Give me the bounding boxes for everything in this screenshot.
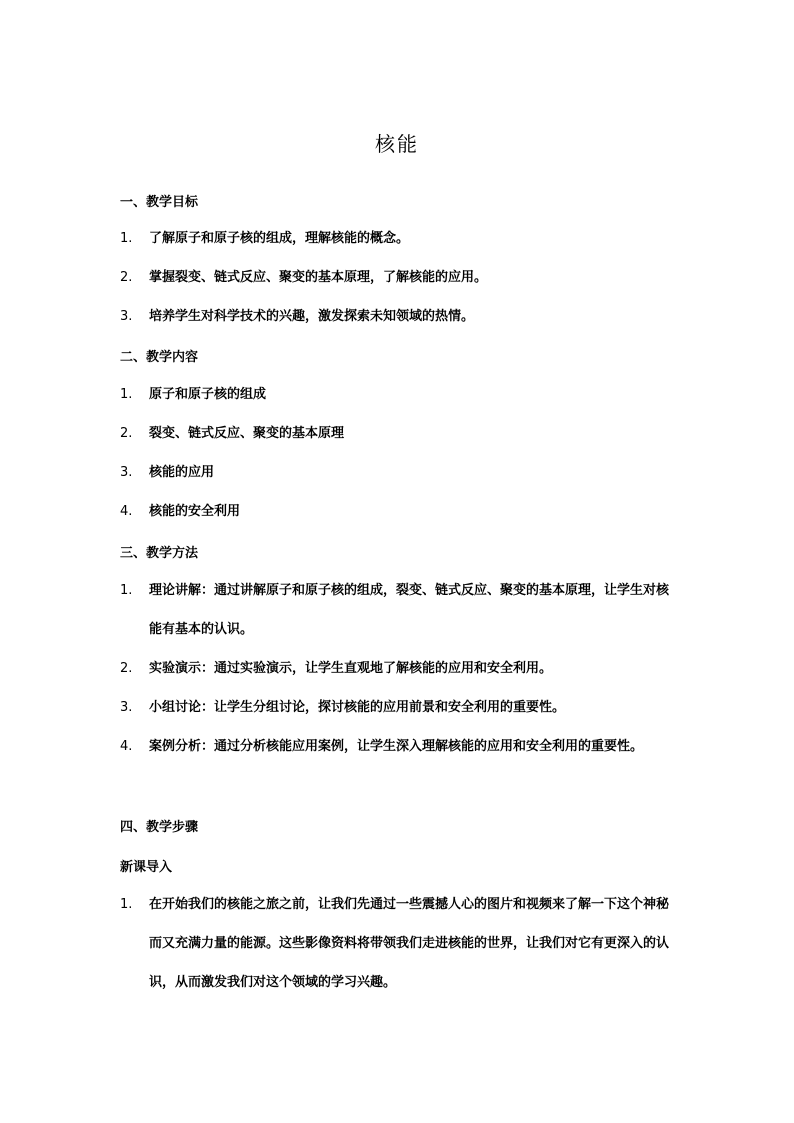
document-title: 核能: [375, 132, 419, 156]
list-item: [120, 649, 680, 688]
list-number: 1.: [120, 231, 133, 246]
list-item: [120, 414, 680, 453]
list-item: [120, 219, 680, 258]
list-number: 4.: [120, 504, 133, 519]
list-number: 1.: [120, 387, 133, 402]
list-item: [120, 453, 680, 492]
subheading-intro: 新课导入: [120, 860, 173, 875]
list-number: 2.: [120, 426, 133, 441]
list-text: 了解原子和原子核的组成，理解核能的概念。: [149, 231, 410, 246]
list-text: 核能的安全利用: [149, 504, 241, 519]
section-heading-content: 二、教学内容: [120, 350, 199, 365]
list-text: 小组讨论：让学生分组讨论，探讨核能的应用前景和安全利用的重要性。: [149, 700, 566, 715]
list-text: 实验演示：通过实验演示，让学生直观地了解核能的应用和安全利用。: [149, 661, 553, 676]
list-number: 2.: [120, 661, 133, 676]
list-text: 原子和原子核的组成: [149, 387, 267, 402]
list-number: 3.: [120, 700, 133, 715]
list-number: 1.: [120, 583, 133, 598]
list-text: 案例分析：通过分析核能应用案例，让学生深入理解核能的应用和安全利用的重要性。: [149, 739, 644, 754]
list-item: [120, 258, 680, 297]
list-item: [120, 375, 680, 414]
list-item: [120, 571, 680, 649]
list-item: [120, 688, 680, 727]
section-heading-objectives: 一、教学目标: [120, 195, 199, 210]
list-number: 3.: [120, 465, 133, 480]
list-item: [120, 297, 680, 336]
section-heading-methods: 三、教学方法: [120, 546, 199, 561]
list-number: 4.: [120, 739, 133, 754]
list-number: 2.: [120, 270, 133, 285]
list-text: 裂变、链式反应、聚变的基本原理: [149, 426, 345, 441]
list-text: 在开始我们的核能之旅之前，让我们先通过一些震撼人心的图片和视频来了解一下这个神秘而又充满力量的能源。这些影像资料将带领我们走进核能的世界，让我们对它有更深入的认识，从而激发我们对这个领域的学习兴趣。: [149, 897, 670, 990]
list-text: 培养学生对科学技术的兴趣，激发探索未知领域的热情。: [149, 309, 475, 324]
list-item: [120, 727, 680, 766]
list-number: 1.: [120, 897, 133, 912]
list-item: [120, 885, 680, 1002]
list-text: 掌握裂变、链式反应、聚变的基本原理，了解核能的应用。: [149, 270, 488, 285]
list-item: [120, 492, 680, 531]
section-heading-steps: 四、教学步骤: [120, 820, 199, 835]
list-number: 3.: [120, 309, 133, 324]
list-text: 理论讲解：通过讲解原子和原子核的组成，裂变、链式反应、聚变的基本原理，让学生对核能有基本的认识。: [149, 583, 670, 637]
list-text: 核能的应用: [149, 465, 215, 480]
